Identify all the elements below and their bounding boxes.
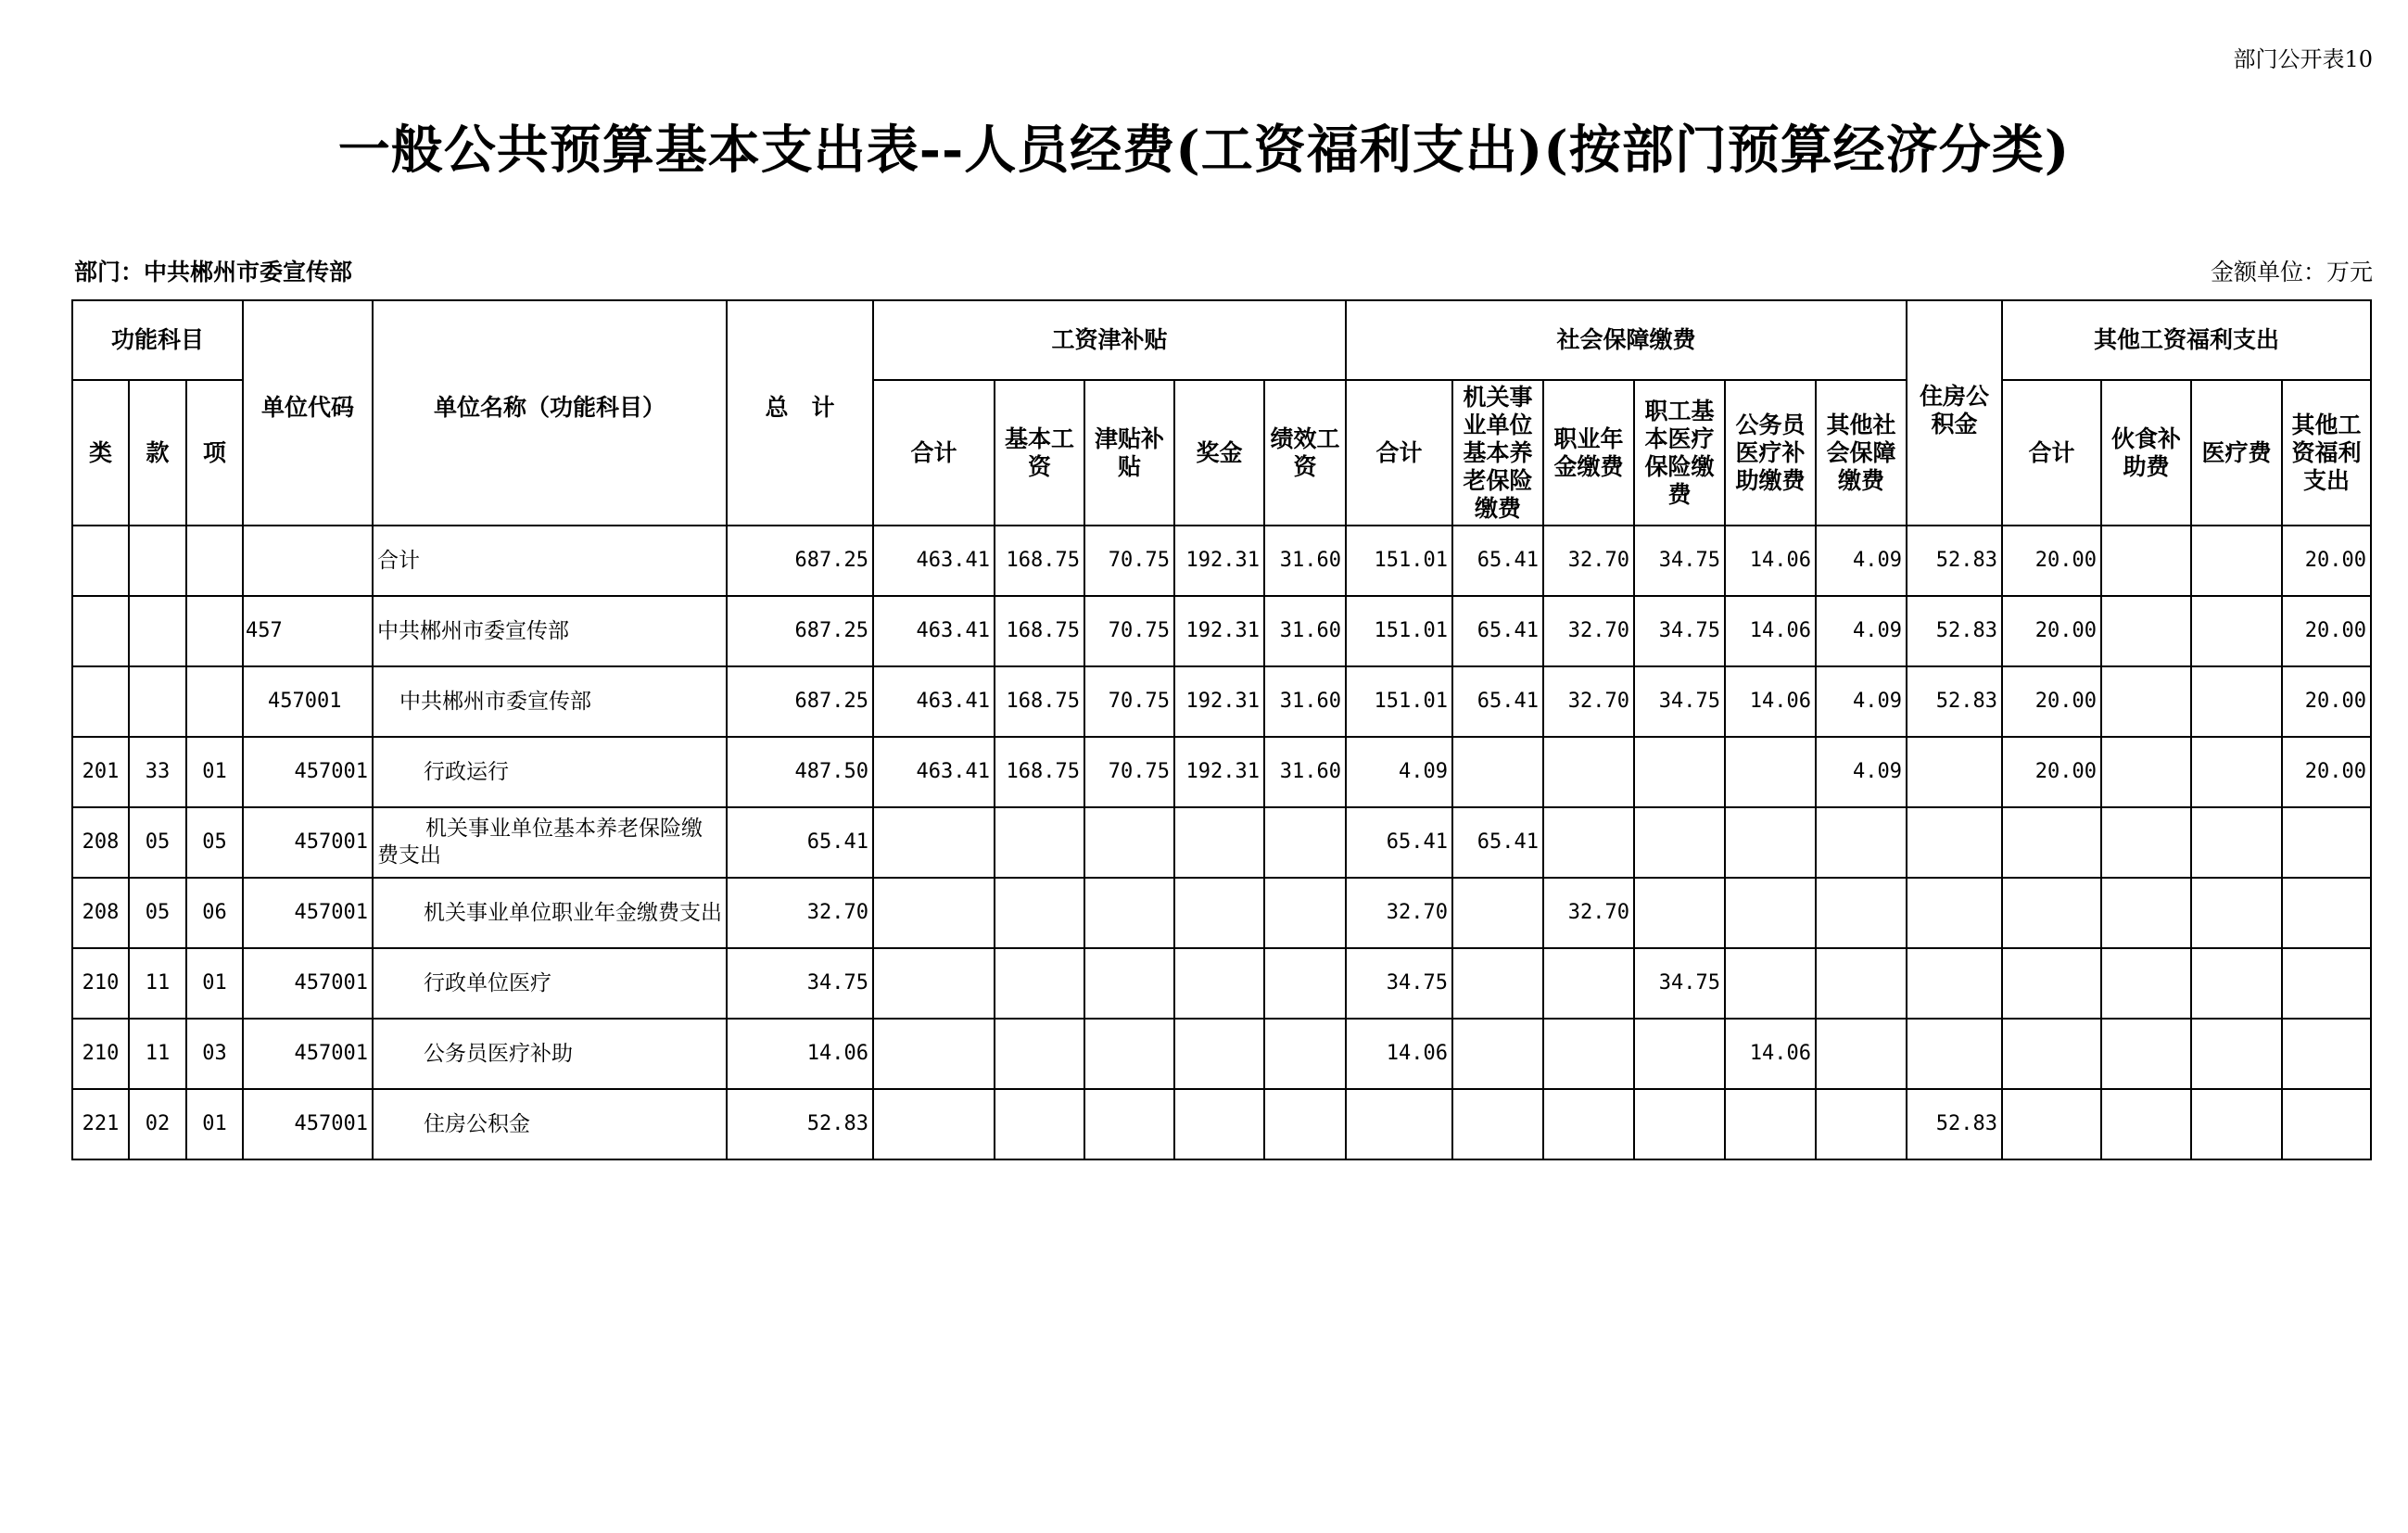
cell-kuan: 05 [129,878,186,948]
cell-s-medical: 34.75 [1634,526,1725,596]
header-other-social: 其他社会保障缴费 [1816,380,1907,526]
cell-lei: 201 [72,737,129,807]
cell-housing [1907,737,2002,807]
header-annuity: 职业年金缴费 [1543,380,1634,526]
cell-w-sum [873,878,995,948]
cell-housing [1907,948,2002,1019]
cell-w-allow [1084,878,1174,948]
cell-housing: 52.83 [1907,1089,2002,1159]
cell-o-other [2282,878,2371,948]
cell-lei: 210 [72,948,129,1019]
cell-total: 32.70 [727,878,873,948]
cell-unit-code: 457001 [243,666,373,737]
header-medical: 职工基本医疗保险缴费 [1634,380,1725,526]
cell-w-allow: 70.75 [1084,666,1174,737]
cell-kuan [129,526,186,596]
cell-housing: 52.83 [1907,596,2002,666]
cell-s-civil [1725,948,1816,1019]
cell-unit-name: 机关事业单位基本养老保险缴费支出 [373,807,727,878]
header-wage-sum: 合计 [873,380,995,526]
cell-s-annuity: 32.70 [1543,878,1634,948]
cell-s-annuity: 32.70 [1543,666,1634,737]
cell-o-medical [2191,1019,2282,1089]
cell-o-other [2282,807,2371,878]
cell-s-sum: 151.01 [1346,596,1452,666]
cell-o-other: 20.00 [2282,737,2371,807]
department-label: 部门：中共郴州市委宣传部 [74,259,353,285]
header-allowance: 津贴补贴 [1084,380,1174,526]
cell-o-meal [2101,807,2191,878]
cell-w-merit: 31.60 [1264,596,1346,666]
cell-w-sum [873,1019,995,1089]
cell-s-sum: 32.70 [1346,878,1452,948]
header-pension: 机关事业单位基本养老保险缴费 [1452,380,1543,526]
cell-w-base [995,878,1084,948]
cell-s-other: 4.09 [1816,526,1907,596]
cell-o-other [2282,1019,2371,1089]
cell-w-merit: 31.60 [1264,666,1346,737]
cell-s-civil: 14.06 [1725,666,1816,737]
cell-w-sum [873,807,995,878]
header-xiang: 项 [186,380,243,526]
cell-s-annuity [1543,948,1634,1019]
cell-total: 34.75 [727,948,873,1019]
cell-xiang: 01 [186,737,243,807]
cell-w-merit: 31.60 [1264,526,1346,596]
cell-w-allow: 70.75 [1084,596,1174,666]
cell-w-bonus: 192.31 [1174,596,1264,666]
cell-w-allow [1084,1019,1174,1089]
cell-o-sum [2002,1019,2101,1089]
cell-o-meal [2101,878,2191,948]
table-row [72,596,2371,666]
table-row [72,807,2371,878]
cell-xiang: 01 [186,1089,243,1159]
cell-s-civil [1725,1089,1816,1159]
table-row [72,737,2371,807]
cell-o-medical [2191,737,2282,807]
cell-lei: 210 [72,1019,129,1089]
cell-s-medical [1634,878,1725,948]
cell-unit-name: 行政运行 [373,737,727,807]
cell-kuan: 02 [129,1089,186,1159]
header-civil-medical: 公务员医疗补助缴费 [1725,380,1816,526]
cell-o-medical [2191,596,2282,666]
header-unit-code: 单位代码 [243,300,373,526]
cell-o-medical [2191,948,2282,1019]
cell-kuan [129,666,186,737]
cell-w-allow: 70.75 [1084,737,1174,807]
table-row [72,666,2371,737]
cell-w-merit [1264,1089,1346,1159]
cell-s-medical [1634,1019,1725,1089]
cell-s-other: 4.09 [1816,666,1907,737]
cell-unit-code: 457 [243,596,373,666]
cell-w-sum: 463.41 [873,526,995,596]
cell-xiang: 06 [186,878,243,948]
header-lei: 类 [72,380,129,526]
cell-s-sum: 34.75 [1346,948,1452,1019]
cell-s-other [1816,1089,1907,1159]
cell-lei: 208 [72,807,129,878]
cell-w-base: 168.75 [995,666,1084,737]
amount-unit-label: 金额单位：万元 [2210,259,2373,285]
header-social-group: 社会保障缴费 [1346,300,1907,380]
cell-o-sum: 20.00 [2002,596,2101,666]
cell-housing [1907,878,2002,948]
cell-kuan: 33 [129,737,186,807]
cell-w-allow [1084,948,1174,1019]
header-social-sum: 合计 [1346,380,1452,526]
cell-unit-code: 457001 [243,737,373,807]
cell-w-merit [1264,1019,1346,1089]
cell-s-pension [1452,737,1543,807]
cell-unit-code: 457001 [243,1089,373,1159]
table-row [72,878,2371,948]
cell-s-civil: 14.06 [1725,526,1816,596]
cell-total: 687.25 [727,596,873,666]
header-housing-fund: 住房公积金 [1907,300,2002,526]
cell-kuan: 05 [129,807,186,878]
cell-s-medical [1634,1089,1725,1159]
header-other-welfare: 其他工资福利支出 [2282,380,2371,526]
cell-xiang [186,596,243,666]
cell-w-bonus [1174,878,1264,948]
cell-o-meal [2101,737,2191,807]
cell-w-allow [1084,1089,1174,1159]
cell-o-medical [2191,526,2282,596]
cell-o-meal [2101,596,2191,666]
cell-o-meal [2101,666,2191,737]
cell-s-pension: 65.41 [1452,807,1543,878]
cell-s-civil [1725,807,1816,878]
cell-unit-name: 合计 [373,526,727,596]
cell-s-sum: 14.06 [1346,1019,1452,1089]
cell-kuan: 11 [129,1019,186,1089]
cell-w-sum: 463.41 [873,737,995,807]
cell-w-bonus [1174,948,1264,1019]
cell-s-pension [1452,948,1543,1019]
cell-w-base: 168.75 [995,737,1084,807]
cell-o-other [2282,948,2371,1019]
cell-housing [1907,807,2002,878]
cell-xiang [186,666,243,737]
cell-w-merit: 31.60 [1264,737,1346,807]
cell-w-base [995,807,1084,878]
cell-lei: 208 [72,878,129,948]
header-total: 总 计 [727,300,873,526]
header-wage-group: 工资津补贴 [873,300,1346,380]
cell-s-other: 4.09 [1816,737,1907,807]
cell-lei: 221 [72,1089,129,1159]
cell-w-bonus [1174,807,1264,878]
cell-o-meal [2101,1089,2191,1159]
cell-s-sum: 151.01 [1346,526,1452,596]
cell-w-bonus [1174,1089,1264,1159]
cell-unit-name: 公务员医疗补助 [373,1019,727,1089]
header-merit-pay: 绩效工资 [1264,380,1346,526]
cell-total: 687.25 [727,526,873,596]
header-unit-name: 单位名称（功能科目） [373,300,727,526]
cell-s-other: 4.09 [1816,596,1907,666]
cell-o-medical [2191,807,2282,878]
cell-total: 487.50 [727,737,873,807]
cell-unit-code: 457001 [243,878,373,948]
cell-s-pension: 65.41 [1452,666,1543,737]
cell-unit-code: 457001 [243,948,373,1019]
cell-o-sum: 20.00 [2002,526,2101,596]
cell-s-annuity [1543,1089,1634,1159]
header-medical-fee: 医疗费 [2191,380,2282,526]
header-meal: 伙食补助费 [2101,380,2191,526]
cell-s-civil: 14.06 [1725,1019,1816,1089]
cell-s-annuity [1543,737,1634,807]
cell-o-meal [2101,526,2191,596]
page-title: 一般公共预算基本支出表--人员经费(工资福利支出)(按部门预算经济分类) [337,120,2071,181]
cell-o-other: 20.00 [2282,666,2371,737]
cell-xiang [186,526,243,596]
cell-s-annuity: 32.70 [1543,526,1634,596]
header-bonus: 奖金 [1174,380,1264,526]
header-row-top [72,300,2371,380]
cell-w-base [995,1019,1084,1089]
cell-s-other [1816,1019,1907,1089]
cell-w-allow [1084,807,1174,878]
cell-o-medical [2191,878,2282,948]
cell-w-sum: 463.41 [873,666,995,737]
table-row [72,948,2371,1019]
cell-o-medical [2191,666,2282,737]
cell-lei [72,526,129,596]
cell-w-allow: 70.75 [1084,526,1174,596]
cell-s-medical: 34.75 [1634,948,1725,1019]
cell-s-pension [1452,1089,1543,1159]
cell-housing: 52.83 [1907,526,2002,596]
cell-s-medical: 34.75 [1634,596,1725,666]
table-row [72,1019,2371,1089]
cell-kuan: 11 [129,948,186,1019]
cell-s-pension: 65.41 [1452,596,1543,666]
cell-w-base: 168.75 [995,596,1084,666]
cell-w-sum [873,1089,995,1159]
cell-kuan [129,596,186,666]
table-row [72,526,2371,596]
cell-o-other [2282,1089,2371,1159]
cell-xiang: 01 [186,948,243,1019]
cell-o-sum [2002,878,2101,948]
cell-s-pension: 65.41 [1452,526,1543,596]
cell-o-sum: 20.00 [2002,666,2101,737]
cell-s-pension [1452,1019,1543,1089]
cell-unit-name: 机关事业单位职业年金缴费支出 [373,878,727,948]
cell-s-civil [1725,737,1816,807]
cell-xiang: 03 [186,1019,243,1089]
cell-o-other: 20.00 [2282,596,2371,666]
cell-w-merit [1264,807,1346,878]
cell-w-bonus: 192.31 [1174,526,1264,596]
cell-s-other [1816,948,1907,1019]
cell-s-pension [1452,878,1543,948]
cell-total: 65.41 [727,807,873,878]
cell-w-bonus [1174,1019,1264,1089]
cell-o-medical [2191,1089,2282,1159]
header-other-group: 其他工资福利支出 [2002,300,2371,380]
cell-w-merit [1264,878,1346,948]
cell-s-medical [1634,737,1725,807]
cell-w-base [995,1089,1084,1159]
cell-w-bonus: 192.31 [1174,666,1264,737]
cell-s-sum: 4.09 [1346,737,1452,807]
header-func-subject: 功能科目 [72,300,243,380]
cell-o-sum: 20.00 [2002,737,2101,807]
cell-s-other [1816,878,1907,948]
cell-o-sum [2002,807,2101,878]
cell-s-annuity [1543,807,1634,878]
cell-o-sum [2002,1089,2101,1159]
cell-s-other [1816,807,1907,878]
cell-w-bonus: 192.31 [1174,737,1264,807]
cell-lei [72,666,129,737]
cell-unit-code [243,526,373,596]
cell-housing [1907,1019,2002,1089]
cell-s-sum: 65.41 [1346,807,1452,878]
cell-unit-name: 中共郴州市委宣传部 [373,596,727,666]
cell-unit-code: 457001 [243,1019,373,1089]
cell-s-annuity: 32.70 [1543,596,1634,666]
cell-unit-name: 住房公积金 [373,1089,727,1159]
budget-table [71,299,2372,1160]
cell-total: 14.06 [727,1019,873,1089]
cell-w-base: 168.75 [995,526,1084,596]
cell-s-annuity [1543,1019,1634,1089]
cell-s-sum: 151.01 [1346,666,1452,737]
header-other-sum: 合计 [2002,380,2101,526]
table-row [72,1089,2371,1159]
cell-w-sum: 463.41 [873,596,995,666]
cell-s-medical [1634,807,1725,878]
cell-w-merit [1264,948,1346,1019]
cell-w-sum [873,948,995,1019]
cell-w-base [995,948,1084,1019]
cell-total: 687.25 [727,666,873,737]
form-number: 部门公开表10 [2233,46,2373,72]
header-base-wage: 基本工资 [995,380,1084,526]
cell-housing: 52.83 [1907,666,2002,737]
cell-s-civil: 14.06 [1725,596,1816,666]
cell-s-medical: 34.75 [1634,666,1725,737]
cell-unit-code: 457001 [243,807,373,878]
cell-s-civil [1725,878,1816,948]
cell-lei [72,596,129,666]
cell-unit-name: 中共郴州市委宣传部 [373,666,727,737]
cell-o-meal [2101,948,2191,1019]
header-kuan: 款 [129,380,186,526]
cell-total: 52.83 [727,1089,873,1159]
cell-xiang: 05 [186,807,243,878]
cell-o-meal [2101,1019,2191,1089]
cell-o-sum [2002,948,2101,1019]
cell-o-other: 20.00 [2282,526,2371,596]
cell-unit-name: 行政单位医疗 [373,948,727,1019]
cell-s-sum [1346,1089,1452,1159]
